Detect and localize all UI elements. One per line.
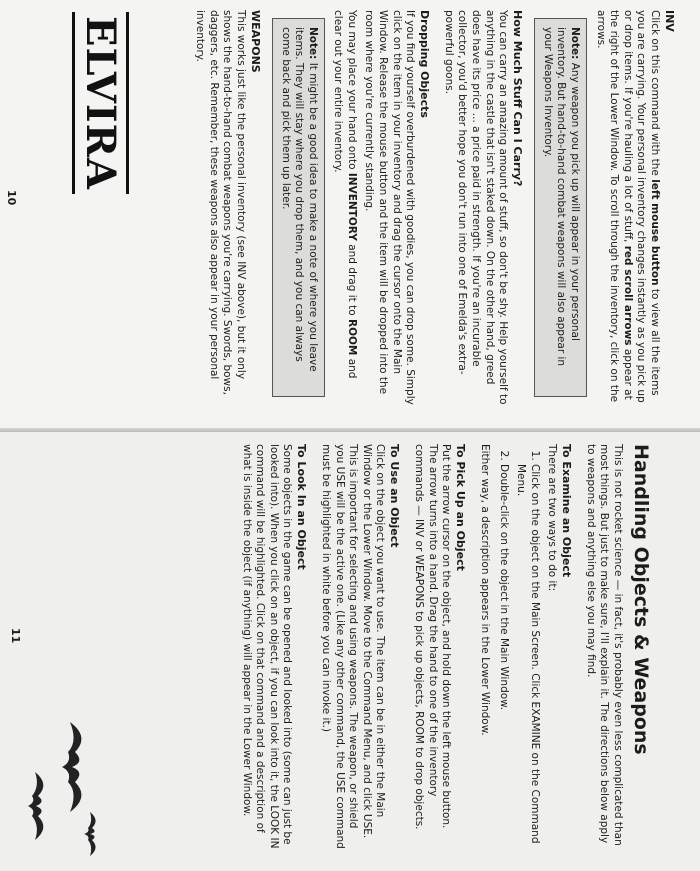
look-heading: To Look In an Object bbox=[295, 444, 309, 570]
examine-step-1: 1. Click on the object on the Main Screen. Click EXAMINE on the Command Menu. bbox=[513, 464, 540, 849]
examine-paragraph: There are two ways to do it: bbox=[546, 444, 559, 592]
use-paragraph: Click on the object you want to use. The item can be in either the Main Window or the Lower Window. Move to the Command Menu, and click USE. This is important for selecting and using weapons. The weapon, or shield you USE will be the active one. (Like any other command, the USE command must be highlighted in white before you can invoke it.) bbox=[320, 444, 387, 849]
use-heading: To Use an Object bbox=[388, 444, 402, 548]
bats-illustration bbox=[0, 712, 110, 871]
right-page bbox=[0, 432, 700, 871]
inv-heading: INV bbox=[663, 10, 676, 32]
examine-steps bbox=[497, 444, 541, 849]
note-box-weapons: Note: Any weapon you pick up will appear in your personal inventory. But hand-to-hand combat weapons will also appear in your Weapons Inventory. bbox=[534, 18, 587, 397]
drop-paragraph: If you find yourself overburdened with goodies, you can drop some. Simply click on the item in your inventory and drag the cursor onto the Main Window. Release the mouse button and the item will be dropped into the room where you're currently standing. bbox=[363, 10, 417, 405]
examine-heading: To Examine an Object bbox=[560, 444, 574, 578]
carry-paragraph: You can carry an amazing amount of stuff, so don't be shy. Help yourself to anything in the castle that isn't staked down. On the other hand, greed does have its price ... a price paid in strength. If you're an incurable collector, you'd better hope you don't run into one of Emelda's extra-powerful goons. bbox=[442, 10, 510, 405]
elvira-logo: ELVIRA bbox=[20, 12, 180, 102]
inv-paragraph: Click on this command with the left mouse button to view all the items you are carrying. Your personal inventory changes instantly as you pick up or drop items. If you're hauling a lot of stuff, red scroll arrows appear at the right of the Lower Window. To scroll through the inventory, click on the arrows. bbox=[594, 10, 661, 403]
weapons-paragraph: This works just like the personal inventory (see INV above), but it only shows the hand-to-hand combat weapons you're carrying. Swords, bows, daggers, etc. Remember, these weapons also appear in your personal inventory. bbox=[194, 10, 247, 395]
examine-step-2: 2. Double-click on the object in the Main Window. bbox=[497, 464, 511, 849]
bat-icon bbox=[28, 722, 96, 856]
look-paragraph: Some objects in the game can be opened and looked into (some can just be looked into). When you click on an object, if you can look into it, the LOOK IN command will be highlighted. Click on that command and a description of what is inside the object (if anything) will appear in the Lower Window. bbox=[240, 444, 294, 849]
note-box-drop: Note: It might be a good idea to make a note of where you leave items. They will stay where you drop them, and you can always come back and pick them up later. bbox=[272, 18, 325, 397]
carry-heading: How Much Stuff Can I Carry? bbox=[511, 10, 525, 187]
examine-either: Either way, a description appears in the Lower Window. bbox=[478, 444, 491, 736]
pickup-heading: To Pick Up an Object bbox=[454, 444, 468, 571]
drop-paragraph-2: You may place your hand onto INVENTORY and drag it to ROOM and clear out your entire inventory. bbox=[332, 10, 358, 379]
page-number-right: 11 bbox=[9, 628, 22, 644]
page-number-left: 10 bbox=[5, 190, 18, 206]
intro-paragraph: This is not rocket science — in fact, it's probably even less complicated than most things. But just to make sure, I'll explain it. The directions below apply to weapons and anything else you may find. bbox=[584, 444, 624, 846]
section-title: Handling Objects & Weapons bbox=[630, 444, 652, 755]
drop-heading: Dropping Objects bbox=[418, 10, 432, 118]
left-page bbox=[0, 0, 700, 432]
weapons-heading: WEAPONS bbox=[248, 10, 262, 73]
pickup-paragraph: Put the arrow cursor on the object, and hold down the left mouse button. The arrow turns into a hand. Drag the hand to one of the inventory commands — INV or WEAPONS to pick up objects, ROOM to drop objects. bbox=[413, 444, 453, 830]
